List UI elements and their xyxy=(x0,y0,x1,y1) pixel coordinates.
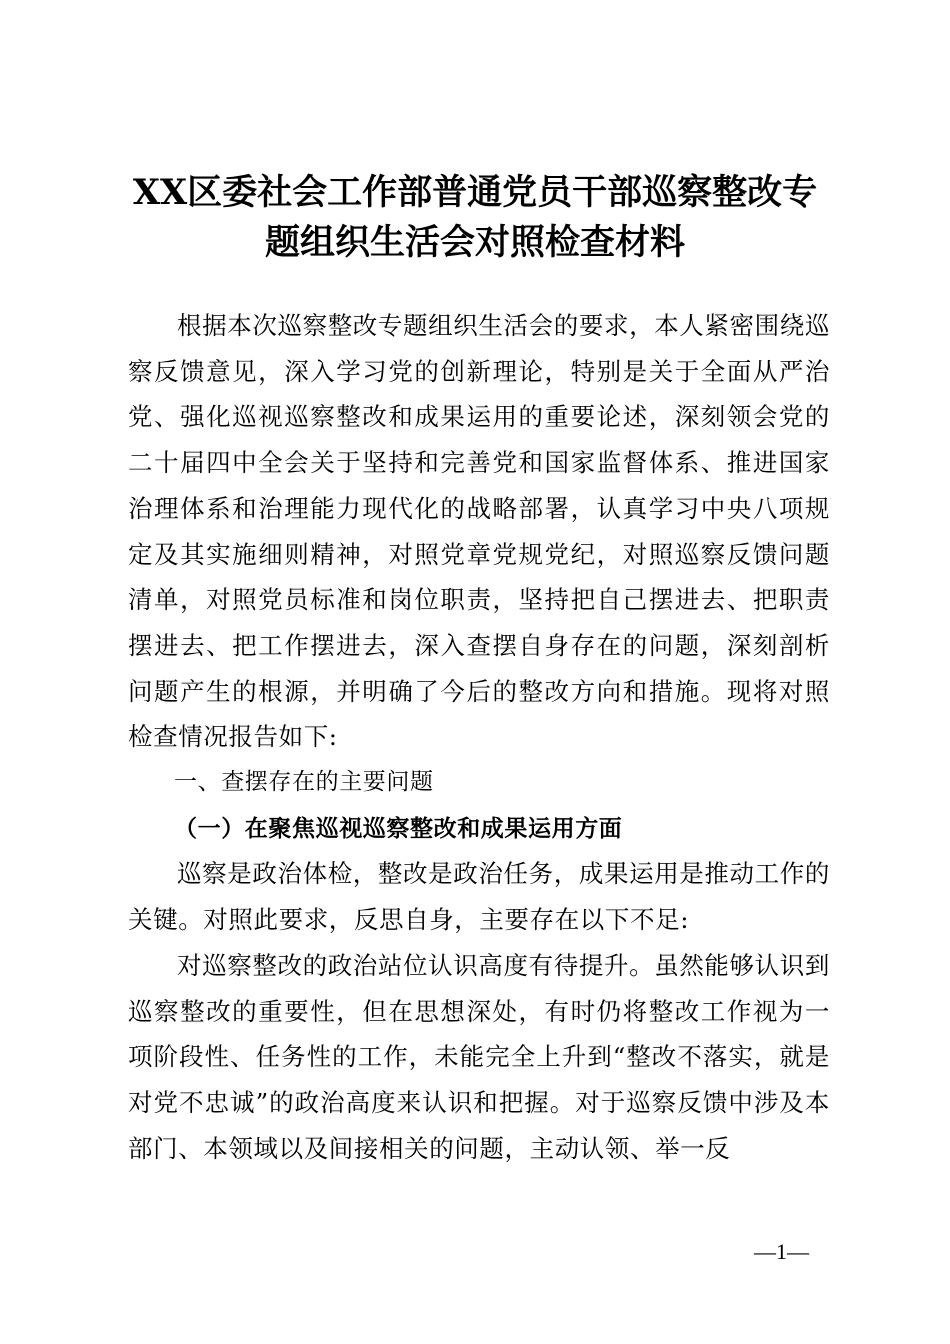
page-number: —1— xyxy=(754,1239,809,1264)
section-heading: 一、查摆存在的主要问题 xyxy=(174,769,434,796)
intro-paragraph: 根据本次巡察整改专题组织生活会的要求，本人紧密围绕巡察反馈意见，深入学习党的创新理论，特别是关于全面从严治党、强化巡视巡察整改和成果运用的重要论述，深刻领会党的二十届四中全会关于坚持和完善党和国家监督体系、推进国家治理体系和治理能力现代化的战略部署，认真学习中央八项规定及其实施细则精神，对照党章党规党纪，对照巡察反馈问题清单，对照党员标准和岗位职责，坚持把自己摆进去、把职责摆进去、把工作摆进去，深入查摆自身存在的问题，深刻剖析问题产生的根源，并明确了今后的整改方向和措施。现将对照检查情况报告如下: xyxy=(128,311,830,752)
title-line-2: 题组织生活会对照检查材料 xyxy=(264,222,685,263)
document-title xyxy=(110,168,840,268)
title-line-1: XX区委社会工作部普通党员干部巡察整改专 xyxy=(132,172,818,213)
body-paragraph: 对巡察整改的政治站位认识高度有待提升。虽然能够认识到巡察整改的重要性，但在思想深处，有时仍将整改工作视为一项阶段性、任务性的工作，未能完全上升到“整改不落实，就是对党不忠诚”的政治高度来认识和把握。对于巡察反馈中涉及本部门、本领域以及间接相关的问题，主动认领、举一反 xyxy=(128,950,830,1163)
body-paragraph: 巡察是政治体检，整改是政治任务，成果运用是推动工作的关键。对照此要求，反思自身，主要存在以下不足: xyxy=(128,859,830,935)
document-body xyxy=(128,303,830,1171)
subsection-heading: （一）在聚焦巡视巡察整改和成果运用方面 xyxy=(174,814,623,842)
